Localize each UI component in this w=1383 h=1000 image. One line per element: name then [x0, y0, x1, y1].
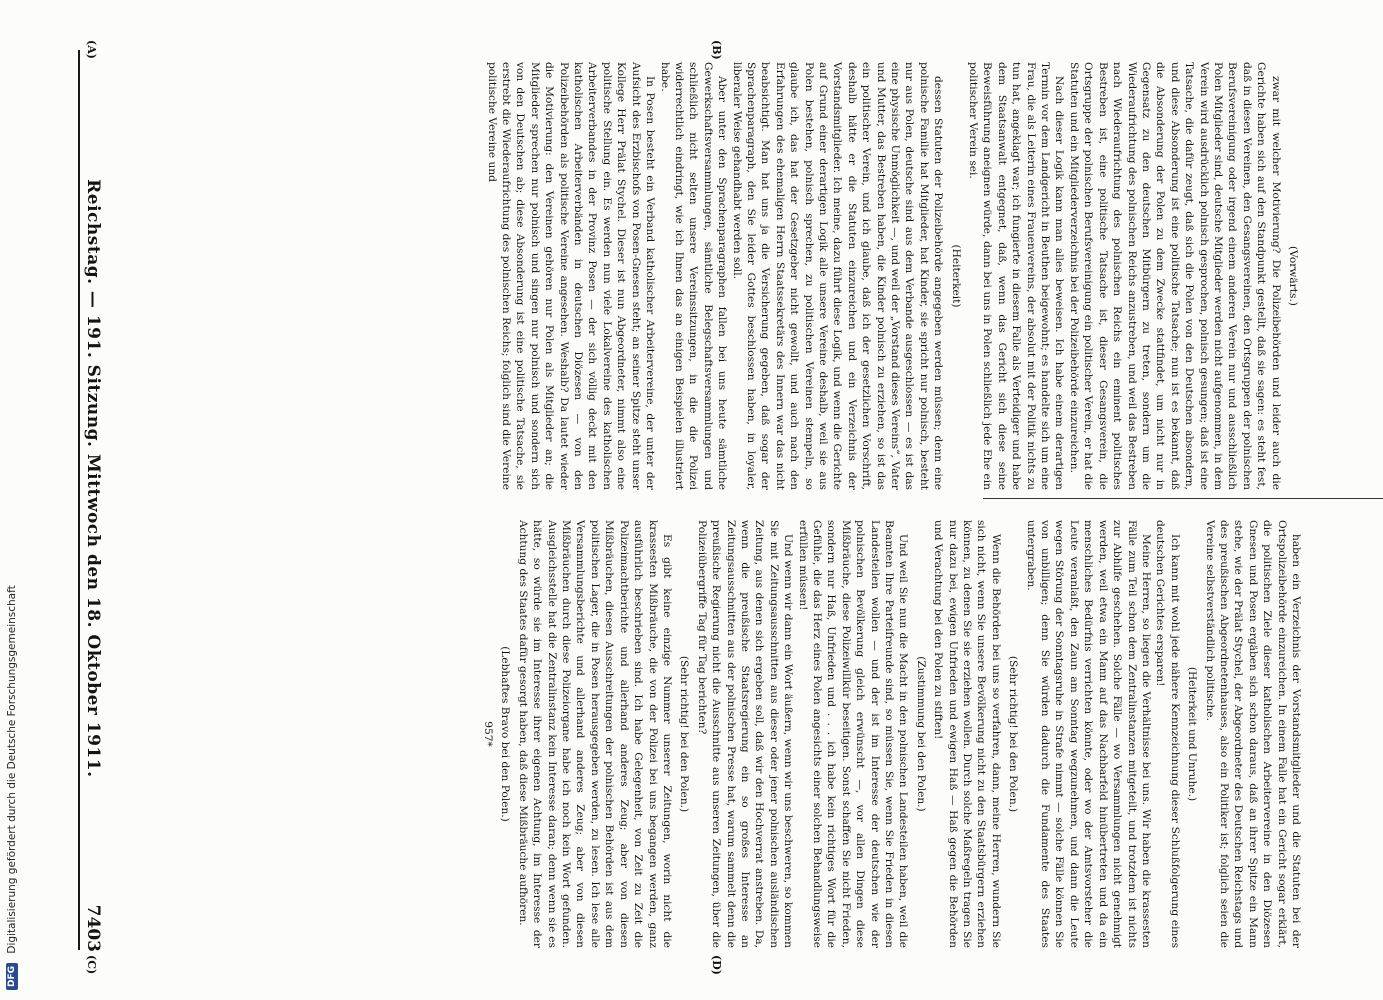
dfg-logo-icon: DFG	[6, 963, 18, 990]
running-head-title: Reichstag. — 191. Sitzung. Mittwoch den 18. Oktober 1911.	[83, 179, 103, 778]
paragraph: Und weil Sie nun die Macht in den polnischen Landesteilen haben, weil die Beamten Ihre Parteifreunde sind, so müssen Sie, wenn Sie Frieden in diesen Landesteilen wollen — und der ist im Interesse der deutschen wie der polnischen Bevölkerung gleich erwünscht —, vor allen Dingen diese Mißbräuche, diese Polizeiwillkür beseitigen. Sonst schaffen Sie nicht Frieden, sondern nur Haß, Unfrieden und . . . ich habe kein richtiges Wort für die Gefühle, die das Herz eines Polen angesichts einer solchen Behandlungsweise erfüllen müssen!	[796, 520, 910, 948]
paragraph: Meine Herren, so liegen die Verhältnisse bei uns. Wir haben die krassesten Fälle zum Teil schon dem Zentralinstanzen mitgeteilt, und trotzdem ist nichts zur Abhilfe geschehen. Solche Fälle — wo Versammlungen nicht genehmigt werden, weil etwa ein Mann auf das Nachbarfeld hinübertreten und da ein menschliches Bedürfnis verrichten könnte, oder wo der Amtsvorsteher die Leute veranlaßt, den Zaun am Sonntag wegzunehmen, und dann die Leute wegen Störung der Sonntagsruhe in Strafe nimmt — solche Fälle können Sie von unbilligen; denn Sie würden dadurch die Fundamente des Staates untergraben.	[1024, 520, 1152, 948]
margin-marker-a: (A)	[85, 40, 98, 59]
digitization-credit	[0, 0, 26, 1000]
margin-marker-d: (D)	[710, 955, 723, 975]
credit-line	[6, 0, 18, 990]
paragraph: Es gibt keine einzige Nummer unserer Zeitungen, worin nicht die krassesten Mißbräuche, die von der Polizei bei uns begangen werden, ganz ausführlich beschrieben sind. Ich habe Gelegenheit, von Zeit zu Zeit die Polizeimachtberichte und allerhand anderes Zeug; aber von diesen Mißbräuchen, diesen Ausschreitungen der polnischen Behörden ist aus dem politischen Lager, die in Posen herausgegeben werden, zu lesen. Ich lese alle Versammlungsberichte und allerhand anderes Zeug; aber von diesen Mißbräuchen durch diese Polizeiorgane habe ich noch kein Wort gefunden. Ausgleichsstelle hat die Zentralinstanz kein Interesse daran; denn wenn sie es hätte, so würde sie im Interesse ihrer eigenen Achtung, im Interesse der Achtung des Staates dafür gesorgt haben, daß diese Mißbräuche aufhören.	[516, 520, 673, 948]
interjection: (Zustimmung bei den Polen.)	[914, 656, 927, 812]
paragraph: Wenn die Behörden bei uns so verfahren, dann, meine Herren, wundern Sie sich nicht, wenn Sie unsere Bevölkerung nicht zu den Staatsbürgern erziehen können, zu denen Sie sie erziehen wollen. Durch solche Maßregeln tragen Sie nur dazu bei, ewigen Unfrieden und ewigen Haß — Haß gegen die Behörden und Verachtung bei den Polen zu stiften!	[932, 520, 1002, 948]
interjection: (Heiterkeit)	[949, 244, 962, 308]
paragraph: Und wenn wir dann ein Wort äußern, wenn wir uns beschweren, so kommen Sie mit Zeitungsausschnitten aus dieser oder jener polnischen ausländischen Zeitung, aus denen sich ergeben soll, daß wir den Hochverrat anstreben. Da, wenn die preußische Staatsregierung ein so großes Interesse an Zeitungsausschnitten aus der polnischen Presse hat, warum sammelt denn die preußische Regierung nicht die Ausschnitte aus unseren Zeitungen, über die Polizeiübergriffe Tag für Tag berichten?	[695, 520, 795, 948]
paragraph: Ich kann mit wohl jede nähere Kennzeichnung dieser Schlußfolgerung eines deutschen Gerichtes ersparen!	[1154, 520, 1181, 948]
paragraph: Aber unter den Sprachenparagraphen fallen bei uns heute sämtliche Gewerkschaftsversammlungen, sämtliche Belegschaftsversammlungen und schließlich nicht selten unsere Vereinssitzungen, in die die Polizei widerrechtlich eindringt, wie ich Ihnen das an einigen Beispielen illustriert habe.	[658, 62, 729, 490]
paragraph: Nach dieser Logik kann man alles beweisen. Ich habe einem derartigen Termin vor dem Landgericht in Beuthen beigewohnt; es handelte sich um eine Frau, die als Leiterin eines Frauenvereins, der absolut mit der Politik nichts zu tun hat, angeklagt war; ich fungierte in diesem Falle als Verteidiger und habe dem Staatsanwalt entgegnet, daß, wenn das Gericht sich diese seine Beweisführung aneignen würde, dann bei uns in Polen schließlich jede Ehe ein politischer Verein sei.	[967, 62, 1066, 490]
left-column	[71, 62, 1303, 490]
margin-marker-c: (C)	[85, 955, 98, 975]
margin-marker-b: (B)	[710, 40, 723, 60]
closing-applause: (Lebhaftes Bravo bei den Polen.)	[499, 646, 512, 822]
column-divider	[983, 498, 1383, 499]
credit-text: Digitalisierung gefördert durch die Deutsche Forschungsgemeinschaft	[6, 585, 18, 954]
paragraph: dessen Statuten der Polizeibehörde angegeben werden müssen; denn eine polnische Familie hat Mitglieder, hat Kinder, sie spricht nur polnisch, besteht nur aus Polen, deutsche sind aus dem Verbande ausgeschlossen — es ist das eine physische Unmöglichkeit —, und weil der „Vorstand dieses Vereins“, Vater und Mutter, das Bestreben haben, die Kinder polnisch zu erziehen, so ist das ein politischer Verein, und ich glaube, daß ich der gesetzlichen Vorschrift, deshalb hätte er die Statuten einzureichen und ein Verzeichnis der Vorstandsmitglieder. Ich meine, dazu führt diese Logik, und wenn die Gerichte auf Grund einer derartigen Logik alle unsere Vereine deshalb, weil sie aus Polen bestehen, polnisch sprechen, zu politischen Vereinen stempeln, so glaube ich, das hat der Gesetzgeber nicht gewollt, und auch nach den Erfahrungen des ehemaligen Herrn Staatssekretärs des Innern war das nicht beabsichtigt. Man hat uns ja die Versicherung gegeben, daß sogar der Sprachenparagraph, den Sie leider Gottes beschlossen haben, in loyaler, liberaler Weise gehandhabt werden soll.	[730, 62, 945, 490]
interjection: (Sehr richtig! bei den Polen.)	[678, 655, 691, 813]
paragraph: haben ein Verzeichnis der Vorstandsmitglieder und die Statuten bei der Ortspolizeibehörde einzureichen. In einem Falle hat ein Gericht sogar erklärt, die politischen Ziele dieser katholischen Arbeitervereine in den Diözesen Gnesen und Posen ergäben sich schon daraus, daß an ihrer Spitze ein Mann stehe, wie der Prälat Stychel, der Abgeordneter des Deutschen Reichstags und des preußischen Abgeordnetenhauses, also ein Politiker ist; folglich seien die Vereine selbstverständlich politische.	[1203, 520, 1302, 948]
interjection: (Sehr richtig! bei den Polen.)	[1007, 655, 1020, 813]
right-column	[71, 520, 1303, 948]
signature-mark: 957*	[482, 721, 495, 747]
continuation-note: (Vorwärts.)	[1287, 246, 1299, 306]
paragraph: In Posen besteht ein Verband katholischer Arbeitervereine, der unter der Aufsicht des Erzbischofs von Posen-Gnesen steht; an seiner Spitze steht unser Kollege Herr Prälat Stychel. Dieser ist nun Abgeordneter, nimmt also eine politische Stellung ein. Es werden nun viele Lokalvereine des katholischen Arbeiterverbandes in der Provinz Posen — der sich völlig deckt mit den katholischen Arbeiterverbänden in deutschen Diözesen — von den Polizeibehörden als politische Vereine angesehen. Weshalb? Da lautet wieder die Motivierung: den Vereinen gehören nur Polen als Mitglieder an; die Mitglieder sprechen nur polnisch und singen nur polnisch und sondern sich von den Deutschen ab; diese Absonderung ist eine politische Tatsache, sie erstrebt die Wiederaufrichtung des polnischen Reichs; folglich sind die Vereine politische Vereine und	[485, 62, 657, 490]
interjection: (Heiterkeit und Unruhe.)	[1186, 666, 1199, 802]
page-number: 7403	[83, 904, 103, 952]
paragraph: zwar mit welcher Motivierung? Die Polizeibehörden und leider auch die Gerichte haben sich auf den Standpunkt gestellt, daß sie sagen: es steht fest, daß in diesen Vereinen, den Gesangsvereinen, den Ortsgruppen der polnischen Berufsvereinigung oder irgend einem anderen Verein nur und ausschließlich Polen Mitglieder sind, deutsche Mitglieder werden nicht aufgenommen, in dem Verein wird ausdrücklich polnisch gesprochen, polnisch gesungen; daß ist eine Tatsache, die dafür zeugt, daß sich die Polen von den Deutschen absondern, und diese Absonderung ist eine politische Tatsache; nun ist es bekannt, daß die Absonderung der Polen zu dem Zwecke stattfindet, um nicht nur in Gegensatz zu den deutschen Mitbürgern zu treten, sondern um die Wiederaufrichtung des polnischen Reichs anzustreben, und weil das Bestreben nach Wiederaufrichtung des polnischen Reichs ein eminent politisches Bestreben ist, eine politische Tatsache ist, dieser Gesangsverein, die Ortsgruppe der polnischen Berufsvereinigung ein politischer Verein, er hat die Statuten und ein Mitgliederverzeichnis bei der Polizeibehörde einzureichen.	[1067, 62, 1282, 490]
